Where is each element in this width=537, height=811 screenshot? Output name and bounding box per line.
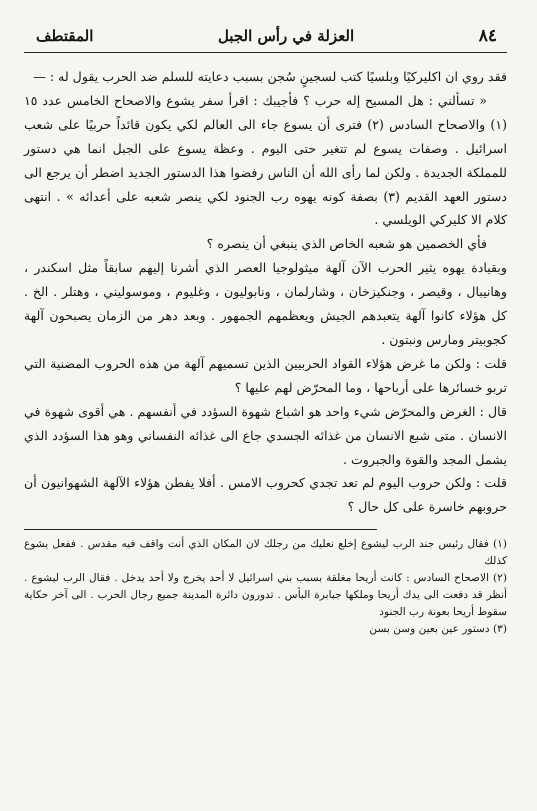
journal-name: المقتطف bbox=[36, 27, 94, 45]
paragraph: « تسألني : هل المسيح إله حرب ؟ فأجيبك : اقرأ سفر يشوع والاصحاح الخامس عدد ١٥ (١) والاصحاح السادس (٢) فترى أن يسوع جاء الى العالم لكي يكون قائداً حربيًا على شعب اسرائيل . وصفات يسوع لم تتغير حتى اليوم . وعظة يسوع على الجبل انما هي دستور للمملكة الجديدة . ولكن لما رأى الله أن الناس رفضوا هذا الدستور الجديد اضطر أن يرجع الى دستور العهد القديم (٣) بصفة كونه يهوه رب الجنود لكي ينصر شعبه على أعدائه » . انتهى كلام الا كليركي الويلسي . bbox=[24, 92, 507, 228]
page-number: ٨٤ bbox=[478, 26, 497, 46]
paragraph: قال : الغرض والمحرّض شيء واحد هو اشباع شهوة السؤدد في أنفسهم . هي أقوى شهوة في الانسان . متى شبع الانسان من غذائه الجسدي جاع الى غذائه النفساني وهو هذا السؤدد الذي يشمل المجد والقوة والجبروت . bbox=[24, 403, 507, 467]
footnote-divider bbox=[24, 529, 377, 530]
footnote: (١) فقال رئيس جند الرب ليشوع إخلع نعليك من رجلك لان المكان الذي أنت واقف فيه مقدس . ففعل يشوع كذلك bbox=[24, 538, 507, 568]
paragraph: قلت : ولكن حروب اليوم لم تعد تجدي كحروب الامس . أفلا يفطن هؤلاء الآلهة الشهوانيون أن حروبهم خاسرة على كل حال ؟ bbox=[24, 475, 507, 515]
paragraph: قلت : ولكن ما غرض هؤلاء القواد الحربيين الذين تسميهم آلهة من هذه الحروب المضنية التي تربو خسائرها على أرباحها ، وما المحرّض لهم عليها ؟ bbox=[24, 355, 507, 395]
chapter-title: العزلة في رأس الجبل bbox=[217, 27, 355, 45]
footnote: (٣) دستور عين بعين وسن بسن bbox=[369, 623, 507, 636]
running-header bbox=[24, 26, 507, 53]
paragraph: وبقيادة يهوه يثير الحرب الآن آلهة ميثولوجيا العصر الذي أشرنا إليهم سابقاً مثل اسكندر ، وهانيبال ، وقيصر ، وجنكيزخان ، وشارلمان ، ونابوليون ، وغليوم ، وموسوليني ، وهتلر . الخ . كل هؤلاء كانوا آلهة يتعبدهم الجيش ويعظمهم الجمهور . وبعد دهر من الزمان يصبحون آلهة كجوبيتر ومارس ونبتون . bbox=[24, 260, 507, 347]
paragraph: فقد روي ان اكليركيًا وبلسيًا كتب لسجينٍ سُجن بسبب دعايته للسلم ضد الحرب يقول له : — bbox=[33, 69, 507, 84]
main-text bbox=[24, 65, 507, 519]
paragraph: فأي الخصمين هو شعبه الخاص الذي ينبغي أن ينصره ؟ bbox=[206, 236, 487, 252]
footnote: (٢) الاصحاح السادس : كانت أريحا مغلقة بسبب بني اسرائيل لا أحد يخرج ولا أحد يدخل . فقال الرب ليشوع . أنظر قد دفعت الى يدك أريحا وملكها جبابرة البأس . تدورون دائرة المدينة جميع رجال الحرب . الى آخر حكاية سقوط أريحا بعونة رب الجنود bbox=[24, 572, 507, 619]
footnotes bbox=[24, 536, 507, 638]
